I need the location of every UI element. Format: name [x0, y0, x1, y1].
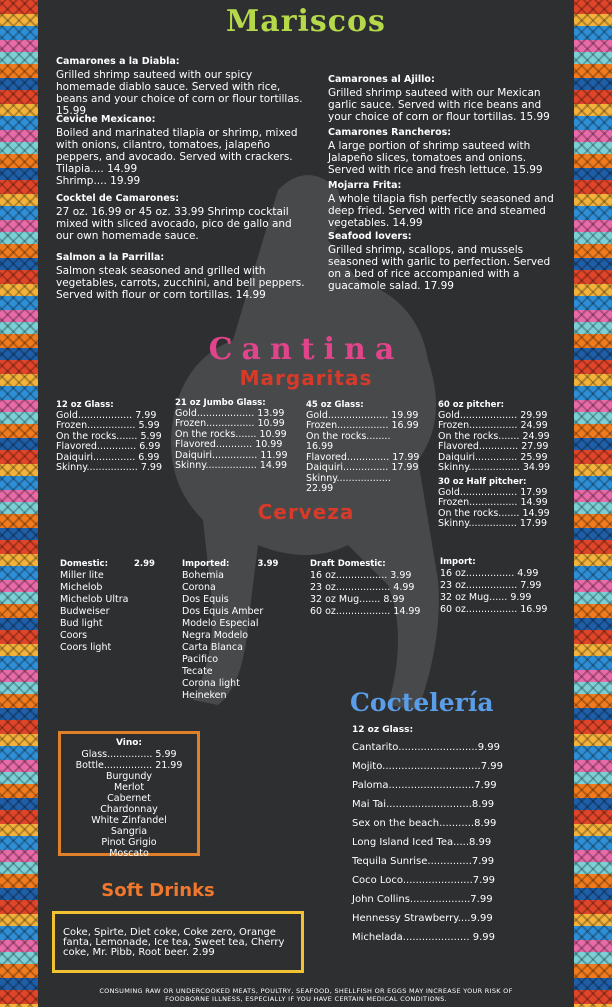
item-name: Cocktel de Camarones: — [56, 193, 180, 204]
list-row: Gold.................. 7.99 — [56, 409, 157, 421]
item-name: Salmon a la Parrilla: — [56, 252, 165, 263]
list-row: 23 oz.................. 4.99 — [310, 582, 415, 593]
menu-item — [56, 56, 310, 117]
list-row: Tequila Sunrise..............7.99 — [352, 856, 495, 867]
list-price: 3.99 — [257, 559, 279, 569]
imported-beer-list — [182, 558, 302, 702]
soft-drinks-text: Coke, Spirte, Diet coke, Coke zero, Orange fanta, Lemonade, Ice tea, Sweet tea, Cherry coke, Mr. Pibb, Root beer. 2.99 — [63, 927, 285, 958]
list-row: Coco Loco......................7.99 — [352, 875, 496, 886]
list-header: Domestic: — [60, 559, 108, 569]
list-header: Draft Domestic: — [310, 559, 386, 569]
domestic-beer-list — [60, 558, 170, 654]
list-header: Vino: — [115, 738, 143, 748]
item-description: Boiled and marinated tilapia or shrimp, mixed with onions, cilantro, tomatoes, jalapeño peppers, and avocado. Served with crackers. — [56, 127, 298, 163]
list-row: Cantarito.........................9.99 — [352, 742, 500, 753]
item-price-line: Shrimp.... 19.99 — [56, 175, 141, 187]
left-decorative-border — [0, 0, 38, 1007]
list-row: Daiquiri.............. 6.99 — [56, 451, 160, 463]
list-row: Flavored............ 10.99 — [175, 439, 283, 450]
menu-item — [328, 74, 560, 123]
list-row: Daiquiri.............. 25.99 — [438, 451, 548, 463]
item-price-line: Tilapia.... 14.99 — [56, 163, 138, 175]
import-draft-list — [440, 556, 560, 616]
vino-box — [58, 731, 200, 859]
list-header: 12 oz Glass: — [352, 725, 414, 735]
list-row: Coors — [60, 630, 88, 641]
list-row: Bohemia — [182, 570, 224, 581]
list-row: 60 oz.................. 14.99 — [310, 606, 421, 617]
list-row: 32 oz Mug....... 8.99 — [310, 594, 405, 605]
wine-variety: Sangria — [110, 826, 148, 837]
list-row: Budweiser — [60, 606, 110, 617]
menu-item — [328, 231, 560, 292]
list-row: 32 oz Mug...... 9.99 — [440, 592, 532, 603]
item-name: Ceviche Mexicano: — [56, 114, 156, 125]
item-description: A large portion of shrimp sauteed with Jalapeño slices, tomatoes and onions. Served with rice and fresh lettuce. 15.99 — [328, 140, 543, 176]
list-row: Gold................... 13.99 — [175, 407, 285, 419]
list-row: Daiquiri............... 11.99 — [175, 449, 288, 461]
right-decorative-border — [574, 0, 612, 1007]
list-row: Gold................... 29.99 — [438, 409, 548, 421]
item-name: Seafood lovers: — [328, 231, 412, 242]
margarita-21oz-list — [175, 398, 289, 472]
menu-item — [328, 180, 560, 229]
wine-variety: Merlot — [113, 782, 145, 793]
list-row: Skinny................. 34.99 — [438, 462, 551, 473]
item-description: 27 oz. 16.99 or 45 oz. 33.99 Shrimp cocktail mixed with sliced avocado, pico de gallo and our own homemade sauce. — [56, 206, 292, 242]
list-row: Long Island Iced Tea.....8.99 — [352, 837, 492, 848]
disclaimer-line: CONSUMING RAW OR UNDERCOOKED MEATS, POULTRY, SEAFOOD, SHELLFISH OR EGGS MAY INCREASE YOUR RISK OF — [99, 987, 513, 995]
list-header: 21 oz Jumbo Glass: — [175, 398, 266, 408]
wine-variety: Moscato — [109, 848, 149, 859]
menu-item — [328, 127, 560, 176]
list-row: Frozen................. 16.99 — [306, 420, 419, 431]
menu-item — [56, 193, 310, 242]
cerveza-title: Cerveza — [257, 500, 355, 524]
list-row: Michelada..................... 9.99 — [352, 932, 495, 943]
list-row: On the rocks....... 24.99 — [438, 430, 550, 442]
list-header: Imported: — [182, 559, 230, 569]
list-row: Dos Equis Amber — [182, 606, 264, 617]
margarita-45oz-list — [306, 400, 420, 495]
list-row: On the rocks....... 10.99 — [175, 428, 287, 440]
item-name: Mojarra Frita: — [328, 180, 402, 191]
list-row: On the rocks........ 16.99 — [306, 430, 391, 452]
list-row: Bottle................ 21.99 — [75, 760, 183, 771]
mariscos-title: Mariscos — [226, 4, 386, 39]
list-row: Dos Equis — [182, 594, 229, 605]
list-row: 16 oz................ 4.99 — [440, 568, 539, 579]
cantina-title: Cantina — [208, 332, 404, 367]
item-name: Camarones Rancheros: — [328, 127, 452, 138]
list-row: 23 oz................. 7.99 — [440, 580, 542, 591]
item-description: Grilled shrimp, scallops, and mussels seasoned with garlic to perfection. Served on a bed of rice accompanied with a guacamole salad. 17.99 — [328, 244, 551, 292]
list-row: Heineken — [182, 690, 227, 701]
list-header: Import: — [440, 557, 476, 567]
list-row: Frozen................ 14.99 — [438, 497, 548, 508]
list-row: Frozen................ 24.99 — [438, 420, 548, 431]
list-row: Tecate — [182, 666, 213, 677]
list-row: Carta Blanca — [182, 642, 243, 653]
list-row: John Collins...................7.99 — [352, 894, 493, 905]
list-row: Skinny................. 14.99 — [175, 460, 288, 471]
wine-variety: Burgundy — [105, 771, 152, 782]
cocteleria-title: Coctelería — [350, 688, 494, 717]
list-row: Bud light — [60, 618, 103, 629]
margarita-60oz-list — [438, 400, 556, 474]
disclaimer-line: FOODBORNE ILLNESS, ESPECIALLY IF YOU HAVE CERTAIN MEDICAL CONDITIONS. — [165, 995, 447, 1003]
soft-drinks-title: Soft Drinks — [101, 880, 215, 901]
list-row: Gold.................... 19.99 — [306, 409, 419, 421]
list-row: Daiquiri............... 17.99 — [306, 462, 419, 473]
list-row: Skinny.................. 22.99 — [306, 472, 391, 494]
list-header: 12 oz Glass: — [56, 400, 114, 410]
item-description: Salmon steak seasoned and grilled with vegetables, carrots, zucchini, and bell peppers. Served with flour or corn tortillas. 14.99 — [56, 265, 305, 301]
wine-variety: Pinot Grigio — [101, 837, 157, 848]
list-row: Modelo Especial — [182, 618, 259, 629]
menu-item — [56, 252, 310, 301]
list-row: Corona — [182, 582, 216, 593]
list-row: 60 oz................. 16.99 — [440, 604, 548, 615]
margaritas-title: Margaritas — [239, 366, 373, 390]
item-name: Camarones a la Diabla: — [56, 56, 180, 67]
health-disclaimer — [38, 987, 574, 1003]
list-header: 60 oz pitcher: — [438, 400, 505, 410]
list-row: Negra Modelo — [182, 630, 249, 641]
list-row: On the rocks....... 14.99 — [438, 507, 550, 519]
list-row: Skinny................. 7.99 — [56, 462, 162, 473]
draft-domestic-list — [310, 558, 430, 618]
list-row: Sex on the beach...........8.99 — [352, 818, 497, 829]
list-row: On the rocks....... 5.99 — [56, 430, 162, 442]
list-row: Miller lite — [60, 570, 104, 581]
list-row: Glass............... 5.99 — [81, 749, 177, 760]
margarita-12oz-list — [56, 400, 166, 474]
item-description: A whole tilapia fish perfectly seasoned and deep fried. Served with rice and steamed vegetables. 14.99 — [328, 193, 554, 229]
list-price: 2.99 — [134, 559, 155, 569]
list-header: 45 oz Glass: — [306, 400, 364, 410]
list-row: Michelob Ultra — [60, 594, 129, 605]
list-row: Coors light — [60, 642, 112, 653]
list-row: Mojito...............................7.99 — [352, 761, 503, 772]
list-row: Pacifico — [182, 654, 219, 665]
list-row: Frozen................ 10.99 — [175, 418, 285, 429]
list-row: Paloma...........................7.99 — [352, 780, 497, 791]
cocteleria-list — [352, 722, 503, 947]
list-row: Michelob — [60, 582, 103, 593]
list-row: Frozen................ 5.99 — [56, 420, 160, 431]
soft-drinks-box — [52, 911, 304, 973]
list-header: 30 oz Half pitcher: — [438, 477, 527, 487]
item-description: Grilled shrimp sauteed with our Mexican garlic sauce. Served with rice beans and your choice of corn or flour tortillas. 15.99 — [328, 87, 550, 123]
list-row: Skinny................ 17.99 — [438, 518, 548, 529]
wine-variety: Cabernet — [107, 793, 151, 804]
wine-variety: Chardonnay — [100, 804, 158, 815]
list-row: Flavored.............. 17.99 — [306, 451, 420, 463]
menu-item — [56, 114, 310, 187]
list-row: Flavored............. 27.99 — [438, 441, 549, 452]
list-row: Hennessy Strawberry....9.99 — [352, 913, 493, 924]
list-row: Corona light — [182, 678, 240, 689]
list-row: Flavored............. 6.99 — [56, 441, 161, 452]
list-row: Mai Tai...........................8.99 — [352, 799, 495, 810]
list-row: Gold................... 17.99 — [438, 486, 548, 498]
list-row: 16 oz................. 3.99 — [310, 570, 412, 581]
item-name: Camarones al Ajillo: — [328, 74, 435, 85]
item-description: Grilled shrimp sauteed with our spicy homemade diablo sauce. Served with rice, beans and your choice of corn or flour tortillas. 15.99 — [56, 69, 303, 117]
menu-page — [38, 0, 574, 1007]
wine-variety: White Zinfandel — [91, 815, 167, 826]
